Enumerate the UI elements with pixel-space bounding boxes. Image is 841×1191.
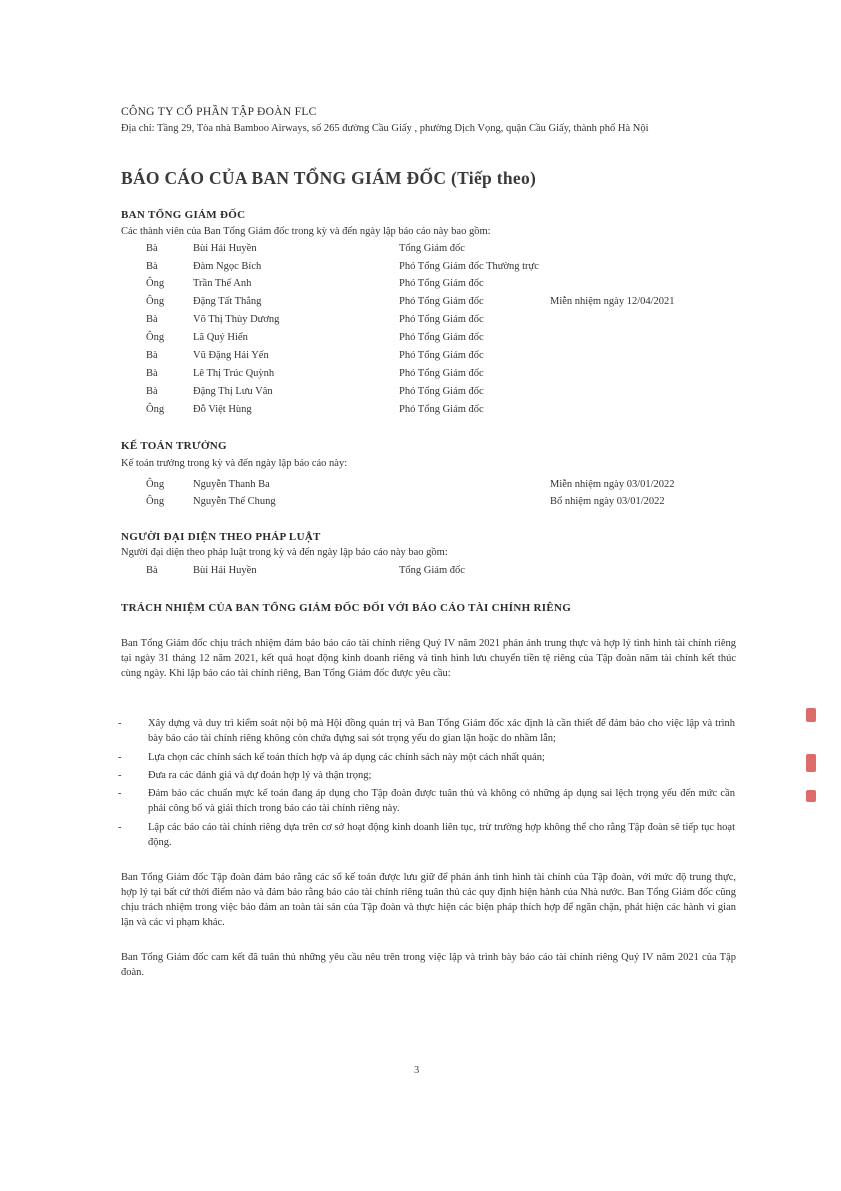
board-member-row (0, 243, 841, 259)
board-intro: Các thành viên của Ban Tổng Giám đốc trong kỳ và đến ngày lập báo cáo này bao gồm: (121, 226, 491, 237)
company-address: Địa chỉ: Tầng 29, Tòa nhà Bamboo Airways, số 265 đường Cầu Giấy , phường Dịch Vọng, quận Cầu Giấy, thành phố Hà Nội (121, 123, 649, 134)
bullet-text: Lập các báo cáo tài chính riêng dựa trên cơ sở hoạt động kinh doanh liên tục, trừ trường hợp không thể cho rằng Tập đoàn sẽ tiếp tục hoạt động. (148, 822, 735, 848)
page-number: 3 (414, 1065, 420, 1076)
member-position: Tổng Giám đốc (399, 565, 465, 576)
member-position: Phó Tổng Giám đốc Thường trực (399, 261, 539, 272)
bullet-text: Đảm bảo các chuẩn mực kế toán đang áp dụng cho Tập đoàn được tuân thủ và không có những áp dụng sai lệch trọng yếu đến mức cần phải công bố và giải thích trong báo cáo tài chính riêng này. (148, 788, 735, 814)
board-member-row (0, 296, 841, 312)
member-position: Phó Tổng Giám đốc (399, 314, 484, 325)
legal-rep-row (0, 565, 841, 581)
member-title: Bà (146, 261, 158, 272)
member-name: Lê Thị Trúc Quỳnh (193, 368, 275, 379)
responsibility-heading: TRÁCH NHIỆM CỦA BAN TỔNG GIÁM ĐỐC ĐỐI VỚI BÁO CÁO TÀI CHÍNH RIÊNG (121, 602, 572, 614)
board-heading: BAN TỔNG GIÁM ĐỐC (121, 209, 246, 221)
member-name: Lã Quý Hiển (193, 332, 248, 343)
responsibility-bullet (118, 786, 738, 818)
seal-fragment (806, 790, 816, 802)
member-name: Đặng Thị Lưu Vân (193, 386, 273, 397)
member-position: Phó Tổng Giám đốc (399, 386, 484, 397)
bullet-text: Lựa chọn các chính sách kế toán thích hợp và áp dụng các chính sách này một cách nhất quán; (148, 752, 545, 763)
accountant-heading: KẾ TOÁN TRƯỞNG (121, 440, 227, 452)
member-name: Bùi Hải Huyền (193, 565, 257, 576)
report-title: BÁO CÁO CỦA BAN TỔNG GIÁM ĐỐC (Tiếp theo) (121, 168, 537, 188)
responsibility-bullet (118, 768, 738, 784)
board-member-row (0, 332, 841, 348)
member-note: Miễn nhiệm ngày 12/04/2021 (550, 296, 675, 307)
company-name: CÔNG TY CỔ PHẦN TẬP ĐOÀN FLC (121, 106, 317, 118)
bullet-dash: - (118, 718, 122, 729)
member-note: Miễn nhiệm ngày 03/01/2022 (550, 479, 675, 490)
accountant-row (0, 496, 841, 512)
member-name: Nguyễn Thế Chung (193, 496, 276, 507)
board-member-row (0, 404, 841, 420)
member-title: Bà (146, 350, 158, 361)
member-name: Trần Thế Anh (193, 278, 252, 289)
member-title: Ông (146, 404, 165, 415)
bullet-dash: - (118, 752, 122, 763)
bullet-dash: - (118, 770, 122, 781)
member-name: Nguyễn Thanh Ba (193, 479, 270, 490)
bullet-dash: - (118, 788, 122, 799)
responsibility-bullet (118, 820, 738, 852)
member-title: Bà (146, 314, 158, 325)
seal-fragment (806, 754, 816, 772)
member-name: Vũ Đặng Hải Yến (193, 350, 269, 361)
bullet-text: Đưa ra các đánh giá và dự đoán hợp lý và thận trọng; (148, 770, 372, 781)
board-member-row (0, 314, 841, 330)
member-title: Bà (146, 565, 158, 576)
member-position: Tổng Giám đốc (399, 243, 465, 254)
member-name: Bùi Hải Huyền (193, 243, 257, 254)
responsibility-paragraph-2: Ban Tổng Giám đốc Tập đoàn đảm bảo rằng các sổ kế toán được lưu giữ để phản ánh tình hình tài chính của Tập đoàn, với mức độ trung thực, hợp lý tại bất cứ thời điểm nào và đảm bảo rằng báo cáo tài chính riêng tuân thủ các quy định hiện hành của Nhà nước. Ban Tổng Giám đốc cũng chịu trách nhiệm trong việc bảo đảm an toàn tài sản của Tập đoàn và thực hiện các biện pháp thích hợp để ngăn chặn, phát hiện các hành vi gian lận và các vi phạm khác. (121, 872, 736, 928)
legal-rep-intro: Người đại diện theo pháp luật trong kỳ và đến ngày lập báo cáo này bao gồm: (121, 547, 448, 558)
board-member-row (0, 261, 841, 277)
member-title: Ông (146, 479, 165, 490)
responsibility-bullet (118, 750, 738, 766)
bullet-text: Xây dựng và duy trì kiểm soát nội bộ mà Hội đồng quản trị và Ban Tổng Giám đốc xác định là cần thiết để đảm bảo cho việc lập và trình bày báo cáo tài chính riêng không còn chứa đựng sai sót trọng yếu do gian lận hoặc do nhầm lẫn; (148, 718, 735, 744)
member-name: Đàm Ngọc Bích (193, 261, 262, 272)
member-position: Phó Tổng Giám đốc (399, 332, 484, 343)
member-title: Bà (146, 243, 158, 254)
legal-rep-heading: NGƯỜI ĐẠI DIỆN THEO PHÁP LUẬT (121, 531, 321, 543)
member-title: Ông (146, 496, 165, 507)
accountant-intro: Kế toán trưởng trong kỳ và đến ngày lập báo cáo này: (121, 458, 348, 469)
seal-fragment (806, 708, 816, 722)
board-member-row (0, 278, 841, 294)
member-position: Phó Tổng Giám đốc (399, 296, 484, 307)
member-name: Đặng Tất Thắng (193, 296, 262, 307)
member-name: Võ Thị Thùy Dương (193, 314, 280, 325)
member-position: Phó Tổng Giám đốc (399, 404, 484, 415)
responsibility-paragraph-1: Ban Tổng Giám đốc chịu trách nhiệm đảm bảo báo cáo tài chính riêng Quý IV năm 2021 phản ánh trung thực và hợp lý tình hình tài chính riêng tại ngày 31 tháng 12 năm 2021, kết quả hoạt động kinh doanh riêng và tình hình lưu chuyển tiền tệ riêng của Tập đoàn năm tài chính kết thúc cùng ngày. Khi lập báo cáo tài chính riêng, Ban Tổng Giám đốc được yêu cầu: (121, 638, 736, 679)
member-position: Phó Tổng Giám đốc (399, 368, 484, 379)
accountant-row (0, 479, 841, 495)
member-title: Ông (146, 332, 165, 343)
member-position: Phó Tổng Giám đốc (399, 350, 484, 361)
member-name: Đỗ Việt Hùng (193, 404, 252, 415)
responsibility-bullet (118, 716, 738, 748)
board-member-row (0, 368, 841, 384)
board-member-row (0, 386, 841, 402)
board-member-row (0, 350, 841, 366)
member-title: Bà (146, 386, 158, 397)
member-note: Bổ nhiệm ngày 03/01/2022 (550, 496, 665, 507)
member-title: Bà (146, 368, 158, 379)
bullet-dash: - (118, 822, 122, 833)
member-position: Phó Tổng Giám đốc (399, 278, 484, 289)
responsibility-paragraph-3: Ban Tổng Giám đốc cam kết đã tuân thủ những yêu cầu nêu trên trong việc lập và trình bày báo cáo tài chính riêng Quý IV năm 2021 của Tập đoàn. (121, 952, 736, 978)
member-title: Ông (146, 296, 165, 307)
member-title: Ông (146, 278, 165, 289)
